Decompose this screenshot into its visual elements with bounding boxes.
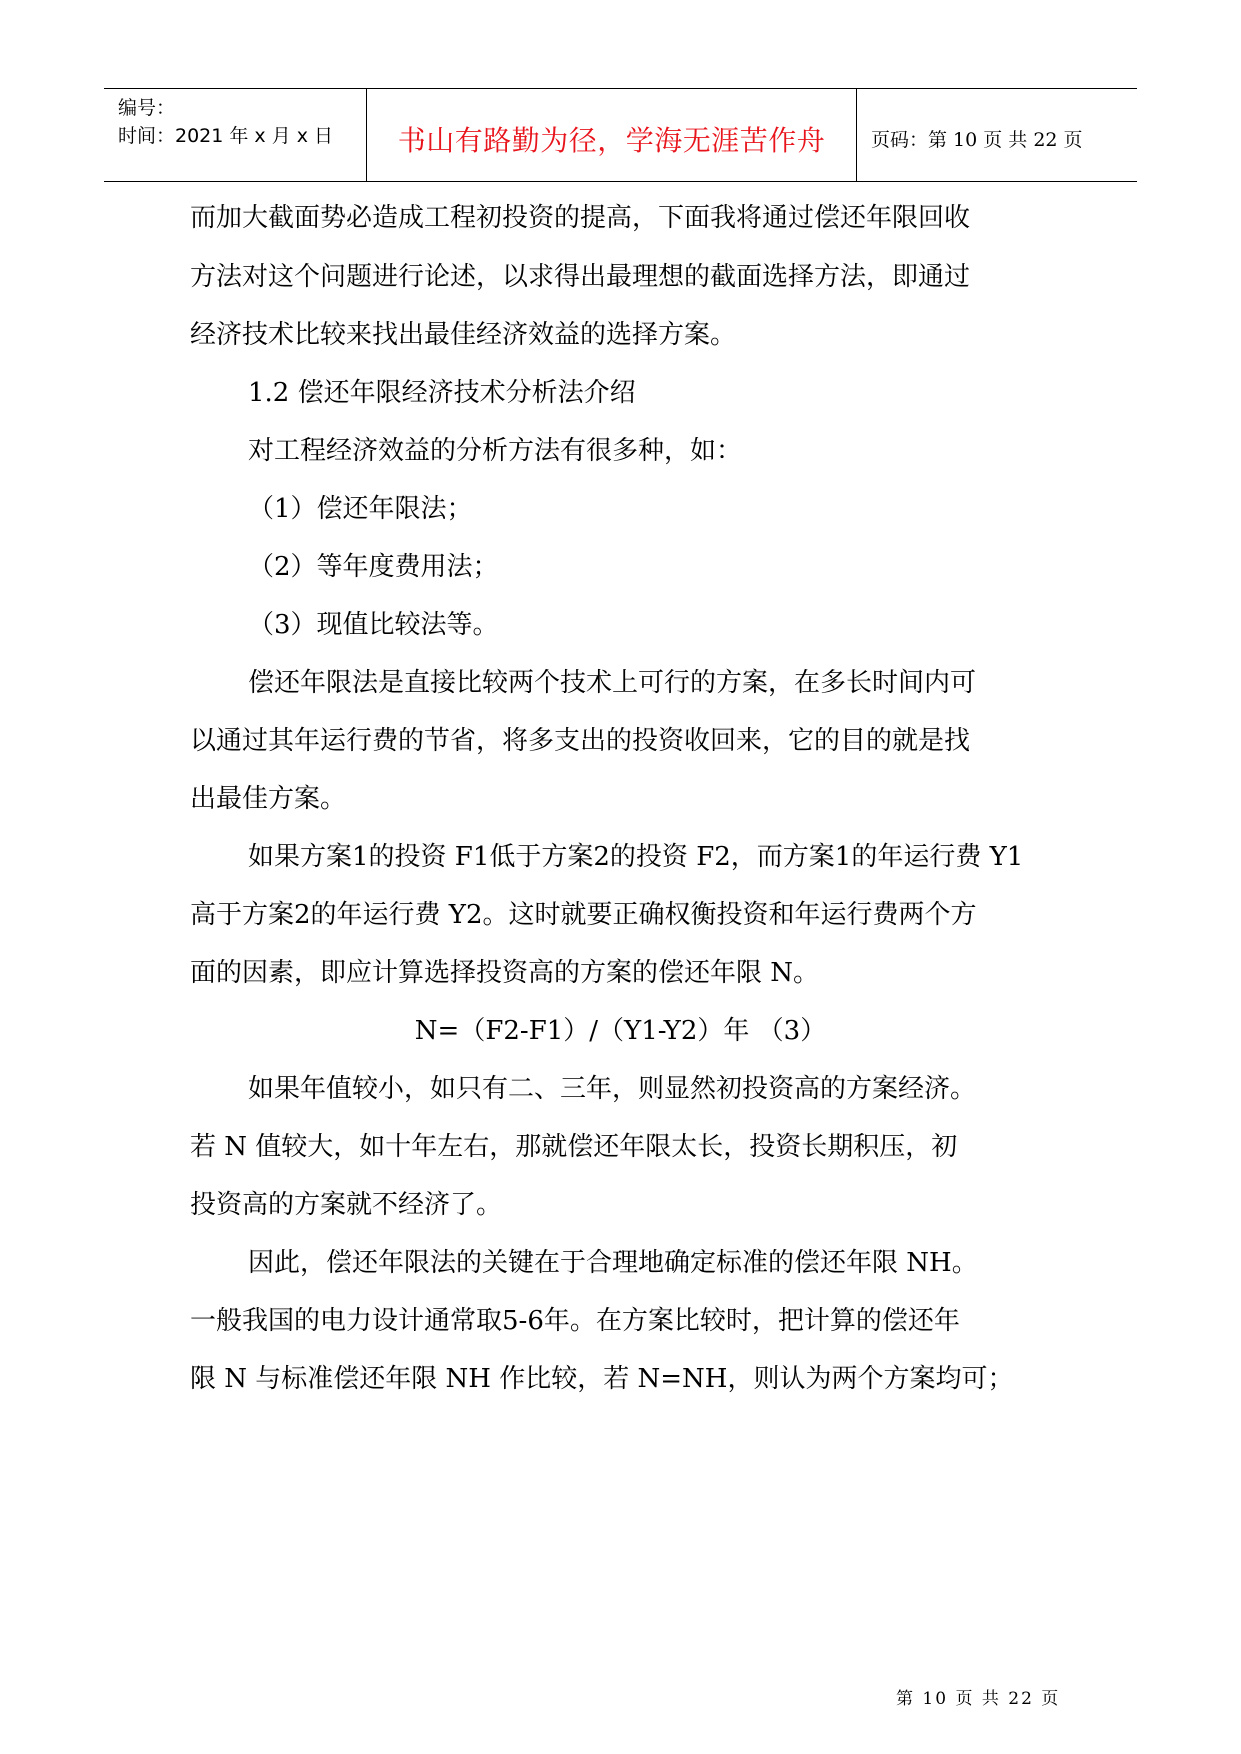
list-item: （2）等年度费用法； [248,552,499,582]
body-text-line: 出最佳方案。 [190,784,347,814]
body-text-line: 如果方案1的投资 F1低于方案2的投资 F2，而方案1的年运行费 Y1 [248,842,1024,872]
body-text-line: 经济技术比较来找出最佳经济效益的选择方案。 [190,320,737,350]
header-page-cell [857,89,1137,181]
body-text-line: 如果年值较小，如只有二、三年，则显然初投资高的方案经济。 [248,1074,977,1104]
header-page-number: 页码：第 10 页 共 22 页 [871,129,1083,151]
body-text-line: 一般我国的电力设计通常取5-6年。在方案比较时，把计算的偿还年 [190,1306,960,1336]
body-text-line: 方法对这个问题进行论述，以求得出最理想的截面选择方法，即通过 [190,262,971,292]
body-text-line: 高于方案2的年运行费 Y2。这时就要正确权衡投资和年运行费两个方 [190,900,977,930]
section-heading: 1.2 偿还年限经济技术分析法介绍 [248,378,636,408]
body-text-line: 偿还年限法是直接比较两个技术上可行的方案，在多长时间内可 [248,668,977,698]
list-item: （3）现值比较法等。 [248,610,499,640]
body-text-line: 以通过其年运行费的节省，将多支出的投资收回来，它的目的就是找 [190,726,971,756]
page-header [104,88,1137,182]
body-text-line: 而加大截面势必造成工程初投资的提高，下面我将通过偿还年限回收 [190,203,971,233]
body-text-line: 投资高的方案就不经济了。 [190,1190,503,1220]
body-text-line: 对工程经济效益的分析方法有很多种，如： [248,436,743,466]
body-text-line: 面的因素，即应计算选择投资高的方案的偿还年限 N。 [190,958,820,988]
header-motto-cell [367,89,857,181]
header-motto: 书山有路勤为径，学海无涯苦作舟 [397,124,826,157]
time-label: 时间：2021 年 x 月 x 日 [118,125,334,147]
body-text-line: 若 N 值较大，如十年左右，那就偿还年限太长，投资长期积压，初 [190,1132,958,1162]
list-item: （1）偿还年限法； [248,494,473,524]
body-text-line: 限 N 与标准偿还年限 NH 作比较，若 N=NH，则认为两个方案均可； [190,1364,1014,1394]
page-footer: 第 10 页 共 22 页 [896,1689,1061,1709]
serial-number-label: 编号： [118,97,176,119]
body-text-line: 因此，偿还年限法的关键在于合理地确定标准的偿还年限 NH。 [248,1248,978,1278]
header-info-cell [104,89,367,181]
formula: N=（F2-F1）/（Y1-Y2）年 （3） [414,1016,827,1046]
